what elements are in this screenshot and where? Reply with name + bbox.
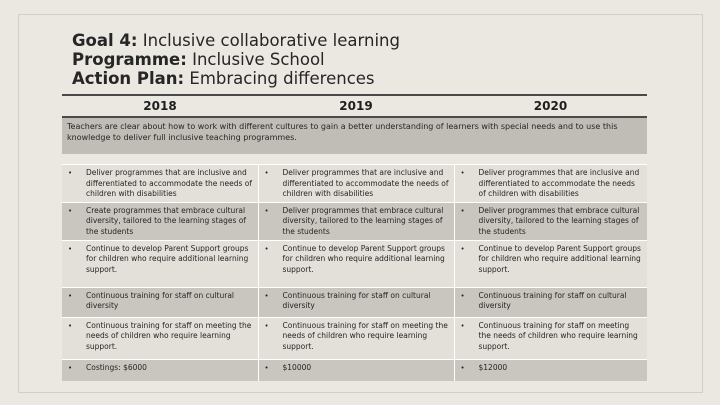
bullet-icon: • (68, 363, 73, 372)
table-cell (62, 165, 258, 203)
bullet-icon: • (460, 206, 465, 215)
goal-label: Goal 4: (72, 31, 138, 50)
table-cell (454, 287, 647, 317)
table-cell (258, 287, 454, 317)
table-cell (258, 202, 454, 240)
programme-label: Programme: (72, 50, 187, 69)
cell-text: Create programmes that embrace cultural diversity, tailored to the learning stages of the students (86, 205, 247, 236)
table-cell (258, 240, 454, 287)
action-plan-table (62, 94, 647, 381)
intro-row (62, 117, 647, 154)
table-cell (454, 359, 647, 381)
table-cell (258, 359, 454, 381)
action-plan-line (72, 69, 400, 88)
table-cell (62, 202, 258, 240)
bullet-icon: • (460, 244, 465, 253)
table-row (62, 287, 647, 317)
goal-value: Inclusive collaborative learning (142, 31, 400, 50)
slide-header (72, 31, 400, 88)
action-plan-value: Embracing differences (189, 69, 375, 88)
table-row (62, 317, 647, 359)
cell-text: Continuous training for staff on meeting the needs of children who require learning support. (282, 320, 448, 351)
costings-row (62, 359, 647, 381)
table-cell (62, 317, 258, 359)
cell-text: Continue to develop Parent Support groups for children who require additional learning support. (282, 243, 445, 274)
action-plan-label: Action Plan: (72, 69, 185, 88)
table-cell (454, 240, 647, 287)
table-cell (454, 165, 647, 203)
cell-text: Deliver programmes that are inclusive and differentiated to accommodate the needs of children with disabilities (478, 168, 640, 198)
year-header-2018: 2018 (62, 95, 258, 117)
bullet-icon: • (264, 206, 269, 215)
costing-2019: $10000 (282, 362, 312, 372)
table-cell (258, 317, 454, 359)
programme-line (72, 50, 400, 69)
bullet-icon: • (68, 291, 73, 300)
bullet-icon: • (460, 363, 465, 372)
year-header-row (62, 95, 647, 117)
table-cell (62, 287, 258, 317)
bullet-icon: • (68, 169, 73, 177)
year-header-2020: 2020 (454, 95, 647, 117)
table-row (62, 240, 647, 287)
cell-text: Continue to develop Parent Support groups for children who require additional learning support. (86, 243, 249, 274)
cell-text: Deliver programmes that are inclusive and differentiated to accommodate the needs of children with disabilities (282, 168, 449, 198)
table-cell (258, 165, 454, 203)
cell-text: Continuous training for staff on meeting the needs of children who require learning support. (478, 320, 638, 351)
costing-2020: $12000 (478, 362, 508, 372)
table-spacer (62, 154, 647, 165)
table-row (62, 202, 647, 240)
cell-text: Continuous training for staff on meeting the needs of children who require learning support. (86, 320, 252, 351)
cell-text: Deliver programmes that are inclusive and differentiated to accommodate the needs of children with disabilities (86, 168, 253, 198)
cell-text: Deliver programmes that embrace cultural diversity, tailored to the learning stages of the students (478, 205, 640, 236)
goal-line (72, 31, 400, 50)
bullet-icon: • (68, 321, 73, 330)
cell-text: Continue to develop Parent Support groups for children who require additional learning support. (478, 243, 641, 274)
intro-text: Teachers are clear about how to work with different cultures to gain a better understanding of learners with special needs and to use this knowledge to deliver full inclusive teaching programmes. (62, 117, 647, 154)
bullet-icon: • (264, 321, 269, 330)
table-cell (454, 202, 647, 240)
bullet-icon: • (460, 321, 465, 330)
bullet-icon: • (264, 169, 269, 177)
bullet-icon: • (68, 244, 73, 253)
cell-text: Continuous training for staff on cultural diversity (86, 290, 235, 310)
cell-text: Continuous training for staff on cultural diversity (478, 290, 627, 310)
bullet-icon: • (68, 206, 73, 215)
table-cell (454, 317, 647, 359)
cell-text: Deliver programmes that embrace cultural diversity, tailored to the learning stages of the students (282, 205, 444, 236)
table-row (62, 165, 647, 203)
programme-value: Inclusive School (192, 50, 325, 69)
table-cell (62, 240, 258, 287)
costing-2018: Costings: $6000 (86, 362, 147, 372)
bullet-icon: • (460, 291, 465, 300)
bullet-icon: • (264, 291, 269, 300)
year-header-2019: 2019 (258, 95, 454, 117)
bullet-icon: • (264, 363, 269, 372)
cell-text: Continuous training for staff on cultural diversity (282, 290, 431, 310)
table-cell (62, 359, 258, 381)
bullet-icon: • (264, 244, 269, 253)
bullet-icon: • (460, 169, 465, 177)
